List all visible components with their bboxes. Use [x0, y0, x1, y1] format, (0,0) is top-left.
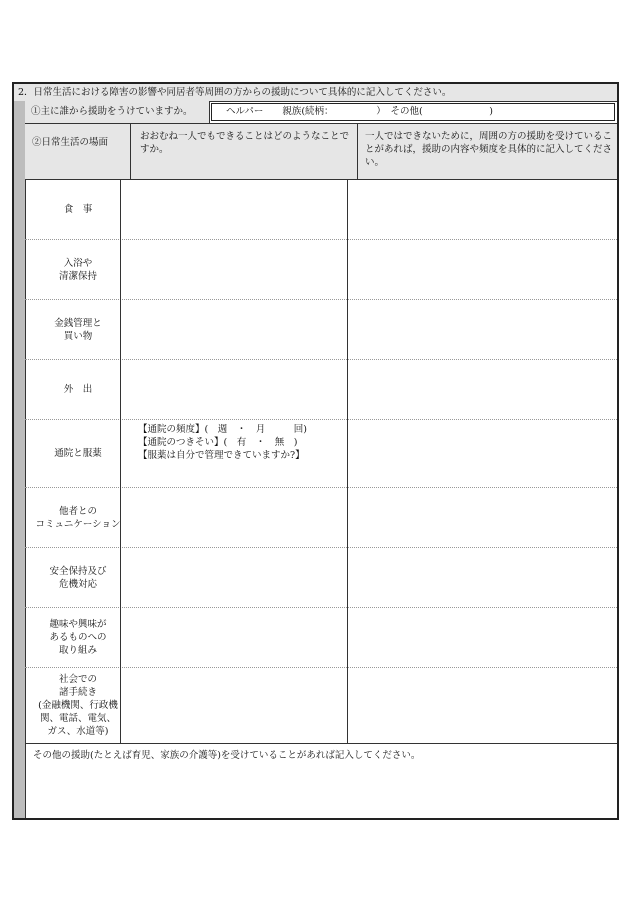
row-label: [25, 360, 131, 419]
row-label: [25, 420, 131, 487]
row-label: [25, 240, 131, 299]
scene-rows: [25, 180, 617, 744]
table-row[interactable]: [25, 360, 617, 420]
table-header: [25, 124, 617, 180]
row-label: [25, 300, 131, 359]
table-row[interactable]: [25, 180, 617, 240]
column-divider: [120, 180, 121, 744]
table-row[interactable]: [25, 420, 617, 488]
column-divider: [347, 180, 348, 744]
question-1-options[interactable]: ヘルパー 親族(続柄： ） その他( ): [211, 103, 615, 121]
row-label-text: 外 出: [63, 384, 93, 395]
table-row[interactable]: [25, 668, 617, 744]
row-label: [25, 180, 131, 239]
row-label-text: 安全保持及び 危機対応: [49, 565, 107, 590]
question-1-row: [25, 101, 617, 124]
row-label: [25, 668, 131, 743]
table-row[interactable]: [25, 548, 617, 608]
row-label: [25, 488, 131, 547]
header-can-do: おおむね一人でもできることはどのようなことですか。: [132, 124, 358, 179]
row-label-text: 金銭管理と 買い物: [54, 317, 102, 342]
row-label-text: 趣味や興味が あるものへの 取り組み: [49, 619, 107, 656]
row-label-text: 社会での 諸手続き (金融機関、行政機 関、電話、電気、 ガス、水道等): [38, 674, 118, 737]
table-row[interactable]: [25, 240, 617, 300]
section-title: 2．日常生活における障害の影響や同居者等周囲の方からの援助について具体的に記入してください。: [14, 84, 617, 102]
other-support-field[interactable]: その他の援助(たとえば育児、家族の介護等)を受けていることがあれば記入してください。: [33, 750, 421, 761]
row-label: [25, 548, 131, 607]
table-row[interactable]: [25, 300, 617, 360]
clinic-visit-details: 【通院の頻度】( 週 ・ 月 回) 【通院のつきそい】( 有 ・ 無 ) 【服薬は自分で管理できていますか?】: [138, 424, 307, 461]
question-1-label: ①主に誰から援助をうけていますか。: [25, 101, 210, 123]
row-label-text: 通院と服薬: [54, 448, 102, 459]
table-row[interactable]: [25, 608, 617, 668]
row-label-text: 食 事: [63, 204, 93, 215]
table-row[interactable]: [25, 488, 617, 548]
row-label-text: 入浴や 清潔保持: [58, 257, 97, 282]
header-scene: ②日常生活の場面: [25, 124, 131, 179]
header-support: 一人ではできないために，周囲の方の援助を受けていることがあれば，援助の内容や頻度を具体的に記入してください。: [365, 131, 613, 168]
row-label: [25, 608, 131, 667]
row-label-text: 他者との コミュニケーション: [35, 505, 121, 530]
support-form: [12, 82, 619, 820]
